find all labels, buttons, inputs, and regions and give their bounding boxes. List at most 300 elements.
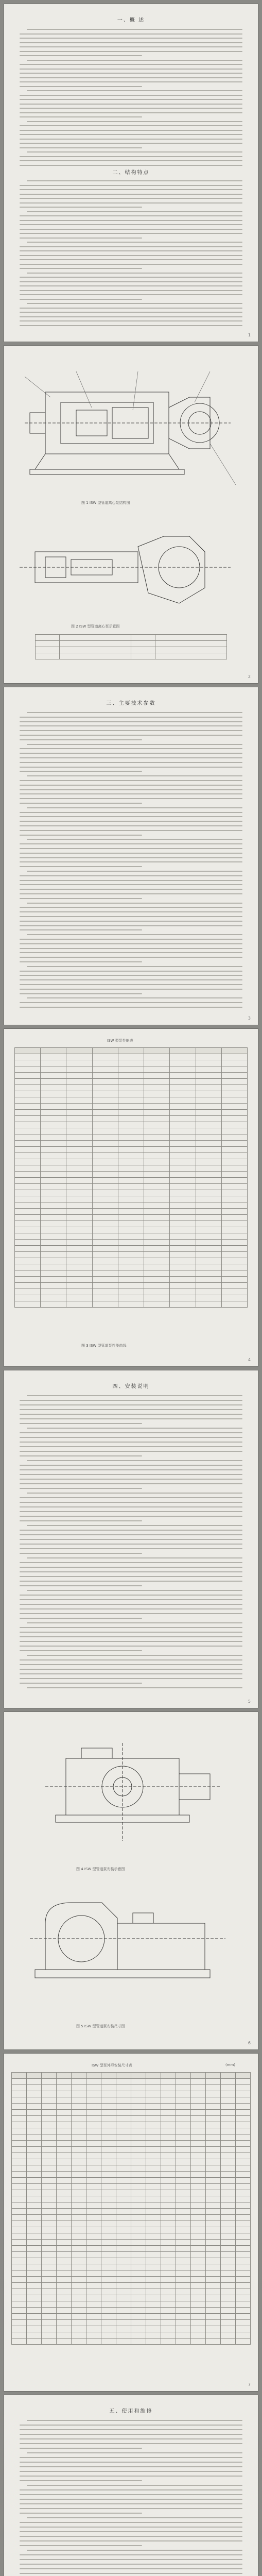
- table-cell: [221, 1270, 247, 1277]
- table-cell: [221, 2104, 236, 2110]
- page-number: 3: [248, 1016, 251, 1021]
- table-cell: [57, 2289, 72, 2295]
- table-cell: [92, 1128, 118, 1134]
- text-line: [20, 2545, 142, 2546]
- table-cell: [101, 2301, 116, 2308]
- table-cell: [12, 2308, 27, 2314]
- table-row: [15, 1122, 248, 1128]
- table-cell: [116, 2314, 131, 2320]
- table-cell: [116, 2079, 131, 2085]
- table-cell: [144, 1270, 170, 1277]
- table-cell: [101, 2128, 116, 2134]
- text-line: [20, 2564, 242, 2565]
- table-row: [15, 1159, 248, 1165]
- section-title-install: 四、安装说明: [112, 1384, 150, 1389]
- table-cell: [15, 1246, 41, 1252]
- text-line: [20, 202, 242, 204]
- table-cell: [221, 2227, 236, 2233]
- text-line: [27, 242, 242, 243]
- table-cell: [144, 1264, 170, 1270]
- table-cell: [131, 2209, 146, 2215]
- text-line: [27, 1395, 242, 1396]
- table-cell: [161, 2227, 176, 2233]
- table-cell: [206, 2252, 221, 2258]
- table-row: [15, 1165, 248, 1172]
- table-cell: [41, 1128, 66, 1134]
- table-cell: [206, 2270, 221, 2277]
- table-cell: [15, 1202, 41, 1209]
- text-line: [20, 907, 242, 908]
- performance-table: [14, 1047, 248, 1308]
- text-line: [27, 29, 242, 30]
- table-cell: [146, 2233, 161, 2240]
- text-line: [20, 816, 242, 817]
- table-cell: [170, 1054, 196, 1060]
- table-row: [12, 2209, 251, 2215]
- table-cell: [92, 1122, 118, 1128]
- text-line: [20, 51, 242, 52]
- table-cell: [144, 1301, 170, 1308]
- table-cell: [66, 1066, 92, 1073]
- text-line: [20, 1516, 242, 1517]
- table-cell: [27, 2128, 42, 2134]
- table-cell: [101, 2116, 116, 2122]
- table-cell: [57, 2153, 72, 2159]
- table-cell: [221, 2128, 236, 2134]
- table-cell: [92, 1116, 118, 1122]
- document-page-6: [4, 1712, 258, 2049]
- table-cell: [146, 2240, 161, 2246]
- table-cell: [146, 2338, 161, 2345]
- table-cell: [176, 2246, 191, 2252]
- table-cell: [116, 2233, 131, 2240]
- text-line: [20, 69, 242, 70]
- table-row: [15, 1153, 248, 1159]
- text-line: [20, 785, 242, 786]
- table-row: [15, 1097, 248, 1104]
- table-cell: [42, 2295, 57, 2301]
- table-cell: [57, 2233, 72, 2240]
- table-cell: [206, 2134, 221, 2141]
- table-cell: [116, 2227, 131, 2233]
- table-cell: [196, 1246, 221, 1252]
- table-cell: [86, 2314, 101, 2320]
- table-cell: [191, 2134, 206, 2141]
- text-line: [20, 130, 242, 131]
- text-line: [20, 1678, 242, 1679]
- table-cell: [42, 2153, 57, 2159]
- table-cell: [72, 2153, 86, 2159]
- table-cell: [101, 2246, 116, 2252]
- text-line: [27, 2420, 242, 2421]
- table-cell: [66, 1227, 92, 1233]
- text-line: [20, 875, 242, 876]
- table-cell: [41, 1252, 66, 1258]
- table-cell: [144, 1091, 170, 1097]
- table-cell: [144, 1178, 170, 1184]
- table-cell: [101, 2295, 116, 2301]
- table-cell: [86, 2159, 101, 2165]
- table-cell: [161, 2338, 176, 2345]
- table-cell: [57, 2227, 72, 2233]
- table-cell: [27, 2295, 42, 2301]
- table-cell: [42, 2209, 57, 2215]
- table-cell: [27, 2153, 42, 2159]
- text-line: [20, 1502, 242, 1503]
- table-cell: [66, 1301, 92, 1308]
- table-cell: [101, 2165, 116, 2172]
- table-cell: [42, 2233, 57, 2240]
- table-cell: [170, 1147, 196, 1153]
- text-line: [20, 748, 242, 749]
- text-line: [20, 320, 242, 321]
- table-cell: [101, 2314, 116, 2320]
- text-line: [27, 1557, 242, 1558]
- table-cell: [221, 1048, 247, 1054]
- text-line: [20, 898, 142, 899]
- table-cell: [196, 1091, 221, 1097]
- table-cell: [12, 2147, 27, 2153]
- table-cell: [15, 1159, 41, 1165]
- table-cell: [170, 1277, 196, 1283]
- table-cell: [206, 2196, 221, 2202]
- table-cell: [101, 2202, 116, 2209]
- table-cell: [27, 2270, 42, 2277]
- table-cell: [161, 2184, 176, 2190]
- table-cell: [12, 2073, 27, 2079]
- text-line: [20, 789, 242, 790]
- table-cell: [191, 2320, 206, 2326]
- text-line: [20, 1497, 242, 1498]
- table-cell: [144, 1258, 170, 1264]
- table-cell: [221, 1153, 247, 1159]
- table-cell: [72, 2289, 86, 2295]
- page-number: 7: [248, 2382, 251, 2387]
- table-cell: [236, 2326, 251, 2332]
- document-page-5: [4, 1370, 258, 1708]
- table-cell: [15, 1122, 41, 1128]
- table-cell: [221, 2141, 236, 2147]
- table-cell: [170, 1246, 196, 1252]
- table-cell: [170, 1085, 196, 1091]
- table-cell: [161, 2178, 176, 2184]
- table-cell: [131, 2332, 146, 2338]
- table-cell: [146, 2320, 161, 2326]
- table-cell: [221, 2091, 236, 2097]
- table-cell: [57, 2104, 72, 2110]
- text-line: [27, 839, 242, 840]
- installation-drawing-top: [14, 1727, 248, 1861]
- table-cell: [27, 2320, 42, 2326]
- table-row: [15, 1085, 248, 1091]
- table-row: [15, 1196, 248, 1202]
- table-row: [12, 2295, 251, 2301]
- table-cell: [15, 1116, 41, 1122]
- table-cell: [191, 2172, 206, 2178]
- table-cell: [144, 1227, 170, 1233]
- table-cell: [57, 2283, 72, 2289]
- table-cell: [57, 2264, 72, 2270]
- table-cell: [170, 1227, 196, 1233]
- table-cell: [191, 2301, 206, 2308]
- table-cell: [92, 1190, 118, 1196]
- table-cell: [41, 1141, 66, 1147]
- table-cell: [15, 1085, 41, 1091]
- text-line: [27, 1622, 242, 1623]
- page-number: 4: [248, 1358, 251, 1362]
- table-cell: [27, 2172, 42, 2178]
- table-cell: [42, 2097, 57, 2104]
- table-cell: [42, 2221, 57, 2227]
- table-cell: [161, 2141, 176, 2147]
- table-cell: [170, 1172, 196, 1178]
- table-cell: [221, 1104, 247, 1110]
- table-cell: [146, 2134, 161, 2141]
- table-cell: [191, 2264, 206, 2270]
- table-cell: [170, 1134, 196, 1141]
- table-cell: [191, 2190, 206, 2196]
- text-line: [27, 2517, 242, 2518]
- text-line: [20, 64, 242, 65]
- table-cell: [221, 2110, 236, 2116]
- table-cell: [27, 2338, 42, 2345]
- table-cell: [221, 1252, 247, 1258]
- table-cell: [86, 2338, 101, 2345]
- table-cell: [66, 1289, 92, 1295]
- table-cell: [57, 2147, 72, 2153]
- table-row: [15, 1202, 248, 1209]
- table-cell: [12, 2128, 27, 2134]
- table-cell: [72, 2097, 86, 2104]
- text-line: [20, 893, 242, 894]
- table-cell: [144, 1172, 170, 1178]
- document-page-3: [4, 687, 258, 1025]
- text-line: [20, 2471, 242, 2472]
- table-cell: [131, 2326, 146, 2332]
- table-cell: [12, 2116, 27, 2122]
- table-cell: [176, 2332, 191, 2338]
- table-cell: [57, 2252, 72, 2258]
- table-cell: [131, 2104, 146, 2110]
- text-line: [20, 1567, 242, 1568]
- table-cell: [206, 2295, 221, 2301]
- table-cell: [236, 2172, 251, 2178]
- table-cell: [236, 2258, 251, 2264]
- table-cell: [66, 1122, 92, 1128]
- table-cell: [42, 2085, 57, 2091]
- table-cell: [131, 2085, 146, 2091]
- table-cell: [41, 1066, 66, 1073]
- table-cell: [42, 2159, 57, 2165]
- text-line: [20, 1404, 242, 1405]
- table-cell: [86, 2110, 101, 2116]
- table-cell: [57, 2091, 72, 2097]
- table-cell: [118, 1054, 144, 1060]
- table-cell: [131, 2314, 146, 2320]
- table-cell: [66, 1277, 92, 1283]
- table-cell: [161, 2332, 176, 2338]
- table-cell: [116, 2308, 131, 2314]
- table-cell: [191, 2079, 206, 2085]
- table-cell: [57, 2196, 72, 2202]
- table-cell: [144, 1233, 170, 1240]
- table-cell: [146, 2289, 161, 2295]
- table-cell: [15, 1091, 41, 1097]
- table-cell: [206, 2221, 221, 2227]
- table-cell: [27, 2159, 42, 2165]
- text-line: [20, 1479, 242, 1480]
- text-line: [20, 255, 242, 256]
- table-cell: [221, 1301, 247, 1308]
- table-cell: [146, 2277, 161, 2283]
- table-cell: [131, 2097, 146, 2104]
- table-cell: [12, 2085, 27, 2091]
- table-cell: [72, 2196, 86, 2202]
- table-cell: [170, 1190, 196, 1196]
- table-cell: [27, 2289, 42, 2295]
- table-row: [12, 2283, 251, 2289]
- table-cell: [66, 1097, 92, 1104]
- table-cell: [131, 2159, 146, 2165]
- table-cell: [170, 1110, 196, 1116]
- table-cell: [92, 1221, 118, 1227]
- text-line: [20, 843, 242, 844]
- table-cell: [72, 2295, 86, 2301]
- table-cell: [161, 2147, 176, 2153]
- table-cell: [101, 2172, 116, 2178]
- table-cell: [92, 1048, 118, 1054]
- table-cell: [57, 2332, 72, 2338]
- table-cell: [170, 1159, 196, 1165]
- table-cell: [86, 2252, 101, 2258]
- table-cell: [236, 2165, 251, 2172]
- table-cell: [221, 1258, 247, 1264]
- table-cell: [118, 1258, 144, 1264]
- table-cell: [42, 2338, 57, 2345]
- text-line: [20, 1650, 142, 1651]
- table-cell: [101, 2326, 116, 2332]
- table-cell: [66, 1141, 92, 1147]
- table-cell: [27, 2184, 42, 2190]
- table-cell: [86, 2240, 101, 2246]
- table-cell: [12, 2079, 27, 2085]
- table-cell: [176, 2326, 191, 2332]
- table-cell: [146, 2308, 161, 2314]
- table-cell: [161, 2240, 176, 2246]
- table-cell: [27, 2240, 42, 2246]
- text-line: [27, 1428, 242, 1429]
- table-cell: [41, 1227, 66, 1233]
- table-cell: [221, 2178, 236, 2184]
- table-cell: [221, 2097, 236, 2104]
- table-cell: [236, 2122, 251, 2128]
- text-line: [20, 1007, 242, 1008]
- table-cell: [236, 2134, 251, 2141]
- table-cell: [146, 2128, 161, 2134]
- table-cell: [176, 2178, 191, 2184]
- text-line: [27, 934, 242, 935]
- table-cell: [116, 2128, 131, 2134]
- table-cell: [221, 2159, 236, 2165]
- text-line: [20, 134, 242, 135]
- text-line: [20, 1432, 242, 1433]
- table-cell: [191, 2277, 206, 2283]
- table-cell: [116, 2172, 131, 2178]
- table-cell: [144, 1048, 170, 1054]
- table-cell: [72, 2178, 86, 2184]
- table-cell: [101, 2320, 116, 2326]
- table-cell: [15, 1184, 41, 1190]
- table-cell: [41, 1215, 66, 1221]
- table-cell: [116, 2085, 131, 2091]
- table-cell: [118, 1277, 144, 1283]
- table-row: [12, 2289, 251, 2295]
- table-cell: [191, 2295, 206, 2301]
- table-cell: [118, 1264, 144, 1270]
- table-cell: [144, 1252, 170, 1258]
- table-cell: [27, 2073, 42, 2079]
- table-cell: [191, 2159, 206, 2165]
- table-cell: [86, 2122, 101, 2128]
- text-line: [20, 299, 142, 300]
- table-cell: [15, 1252, 41, 1258]
- table-cell: [196, 1233, 221, 1240]
- text-line: [20, 264, 242, 265]
- table-cell: [221, 2122, 236, 2128]
- table-cell: [41, 1209, 66, 1215]
- table-cell: [12, 2141, 27, 2147]
- table-cell: [144, 1141, 170, 1147]
- text-line: [20, 1474, 242, 1475]
- text-line: [20, 95, 242, 96]
- table-cell: [221, 2215, 236, 2221]
- table-row: [15, 1270, 248, 1277]
- table-cell: [66, 1221, 92, 1227]
- table-row: [12, 2165, 251, 2172]
- text-line: [20, 2448, 142, 2449]
- table-cell: [57, 2338, 72, 2345]
- table-cell: [196, 1073, 221, 1079]
- table-cell: [196, 1159, 221, 1165]
- table-cell: [131, 2184, 146, 2190]
- table-cell: [131, 2122, 146, 2128]
- table-cell: [86, 2190, 101, 2196]
- table-cell: [27, 2110, 42, 2116]
- table-cell: [236, 2221, 251, 2227]
- table-cell: [176, 2122, 191, 2128]
- text-line: [20, 1683, 142, 1684]
- section-title-maintenance: 五、使用和维修: [109, 2409, 153, 2414]
- table-cell: [118, 1190, 144, 1196]
- table-cell: [131, 2196, 146, 2202]
- table-cell: [221, 2153, 236, 2159]
- table-cell: [221, 1091, 247, 1097]
- text-line: [20, 1520, 142, 1521]
- table-cell: [27, 2141, 42, 2147]
- table-cell: [72, 2184, 86, 2190]
- table-cell: [72, 2320, 86, 2326]
- text-line: [20, 939, 242, 940]
- table-cell: [236, 2147, 251, 2153]
- text-line: [20, 1641, 242, 1642]
- table-cell: [221, 2134, 236, 2141]
- table-row: [15, 1141, 248, 1147]
- table-cell: [236, 2097, 251, 2104]
- table-cell: [42, 2227, 57, 2233]
- table-cell: [161, 2277, 176, 2283]
- table-cell: [144, 1240, 170, 1246]
- table-cell: [42, 2246, 57, 2252]
